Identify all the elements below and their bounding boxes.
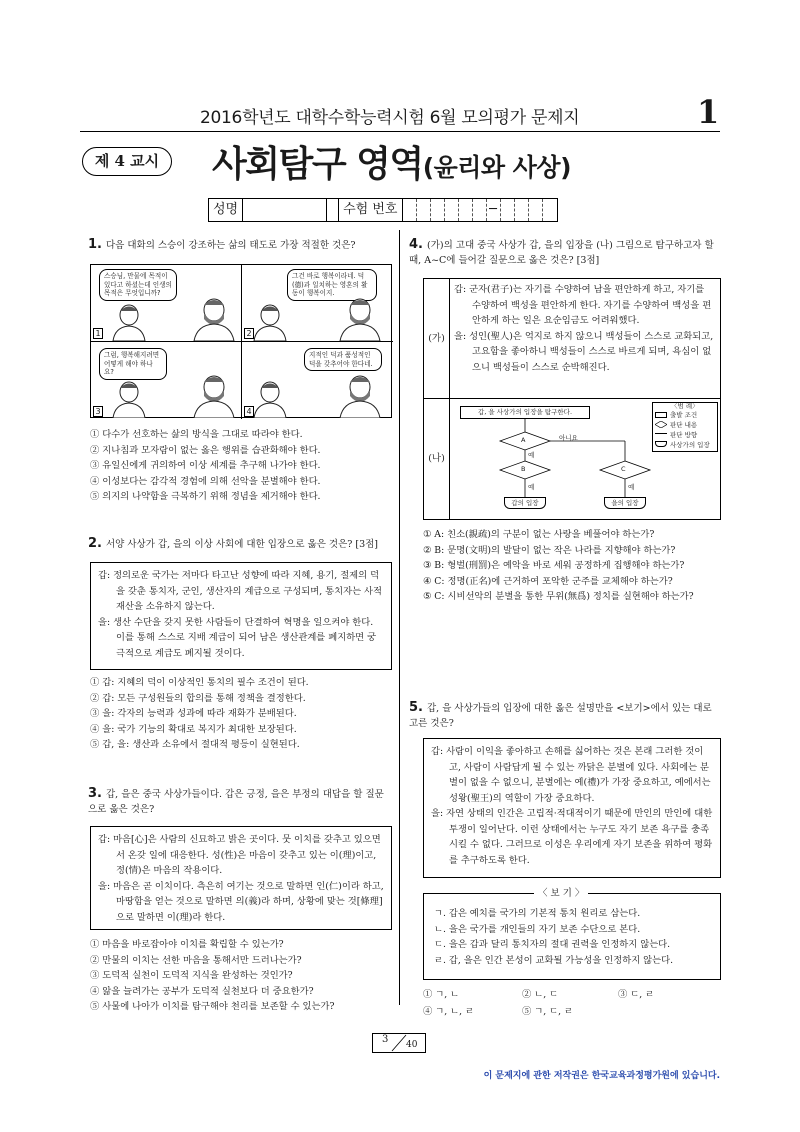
q2-passage-eul: 을: 생산 수단을 갖지 못한 사람들이 단결하여 혁명을 일으켜야 한다. 이를 통해 스스로 지배 계급이 되어 남은 생산관계를 폐지하면 궁극적으로 계급도 폐지될 것이다. [98,616,377,659]
q1-choice-2[interactable]: ② 지나침과 모자람이 없는 옳은 행위를 습관화해야 한다. [90,444,321,456]
q4-choice-4[interactable]: ④ C: 정명(正名)에 근거하여 포악한 군주를 교체해야 하는가? [423,575,673,587]
cartoon-panel-2 [242,265,393,342]
q2-choice-5[interactable]: ⑤ 갑, 을: 생산과 소유에서 절대적 평등이 실현된다. [90,739,300,750]
name-label: 성명 [209,199,243,221]
q4-choices [423,527,723,605]
exam-number-digit[interactable] [445,199,459,221]
q5-number: 5. [409,700,423,715]
page-total: 40 [406,1040,418,1050]
q1-choice-5[interactable]: ⑤ 의지의 나약함을 극복하기 위해 정념을 제거해야 한다. [90,491,321,502]
q3-choice-3[interactable]: ③ 도덕적 실천이 도덕적 지식을 완성하는 것인가? [90,970,293,981]
q4-table [423,278,721,520]
panel-number: 3 [93,406,103,417]
q5-choice-1[interactable]: ① ㄱ, ㄴ [423,989,460,1000]
q3-passage-gap: 갑: 마음[心]은 사람의 신묘하고 밝은 곳이다. 뭇 이치를 갖추고 있으면서 온갖 일에 대응한다. 성(性)은 마음이 갖추고 있는 이(理)이고, 정(情)은 마음의 작용이다. [98,834,381,876]
q3-choices [90,937,395,1015]
cartoon-panel-3 [91,342,242,419]
q4-choice-3[interactable]: ③ B: 형벌(刑罰)은 예악을 바로 세워 공정하게 집행해야 하는가? [423,560,685,571]
exam-number-digit[interactable] [501,199,515,221]
q4-row-ga [424,279,720,399]
q4-ga-gap: 갑: 군자(君子)는 자기를 수양하여 남을 편안하게 하고, 자기를 수양하여 백성을 편안하게 한다. 자기를 수양하여 백성을 편안하게 하는 일은 요순임금도 어려워했다. [454,284,712,326]
q1-choice-3[interactable]: ③ 유일신에게 귀의하여 이상 세계를 추구해 나가야 한다. [90,460,321,471]
flow-start-box: 갑, 을 사상가의 입장을 탐구한다. [460,406,590,419]
q2-choices [90,675,395,753]
teacher-figure-icon [191,372,237,418]
panel-number: 2 [244,328,254,339]
q5-passage-gap: 갑: 사람이 이익을 좋아하고 손해를 싫어하는 것은 본래 그러한 것이고, 사람이 사람답게 될 수 있는 까닭은 분별에 있다. 사회에는 분별이 없을 수 없으니, 분별에는 예(禮)가 가장 중요하고, 예에서는 성왕(聖王)의 역할이 가장 중요하다. [431,746,711,804]
copyright-notice: 이 문제지에 관한 저작권은 한국교육과정평가원에 있습니다. [483,1071,720,1081]
q5-stem-text: 갑, 을 사상가들의 입장에 대한 옳은 설명만을 <보기>에서 있는 대로 고른 것은? [409,703,712,729]
student-figure-icon [250,378,290,418]
name-field[interactable] [243,199,327,221]
q4-stem [409,237,721,268]
q3-passage-eul: 을: 마음은 곧 이치이다. 측은히 여기는 것으로 말하면 인(仁)이라 하고, 마땅함을 얻는 것으로 말하면 의(義)라 하며, 상황에 맞는 것[條理]으로 말하면 이(理)라 한다. [98,880,384,923]
student-figure-icon [109,301,149,341]
q2-choice-4[interactable]: ④ 을: 국가 기능의 확대로 복지가 최대한 보장된다. [90,723,297,735]
flow-end-gap: 갑의 입장 [504,497,546,509]
q2-passage-gap: 갑: 정의로운 국가는 저마다 타고난 성향에 따라 지혜, 용기, 절제의 덕을 갖춘 통치자, 군인, 생산자의 계급으로 구성되며, 통치자는 사적 재산을 소유하지 않는다. [98,570,383,612]
subject-main: 사회탐구 영역 [212,144,423,185]
teacher-figure-icon [337,295,383,341]
exam-number-digit[interactable] [515,199,529,221]
column-divider [399,230,400,1005]
legend-title: 〈범 례〉 [671,402,699,410]
legend-item-2: 판단 내용 [670,421,698,429]
q1-cartoon [90,264,392,418]
exam-number-dash: ─ [487,199,501,221]
teacher-figure-icon [191,295,237,341]
q5-passage-eul: 을: 자연 상태의 인간은 고립적·적대적이기 때문에 만인의 만인에 대한 투쟁이 일어난다. 이런 상태에서는 누구도 자기 보존 욕구를 충족시킬 수 없다. 그러므로 이성은 우리에게 자기 보존을 위하여 평화를 추구하도록 한다. [431,808,713,866]
legend-end-icon [655,441,667,447]
q4-ga-eul: 을: 성인(聖人)은 억지로 하지 않으니 백성들이 스스로 교화되고, 고요함을 좋아하니 백성들이 스스로 바르게 되며, 욕심이 없으니 백성들이 스스로 순박해진다. [454,330,714,373]
q4-number: 4. [409,237,423,252]
q5-choice-2[interactable]: ② ㄴ, ㄷ [522,989,559,1000]
exam-title: 2016학년도 대학수학능력시험 6월 모의평가 문제지 [200,108,580,128]
speech-bubble: 그럼, 행복해지려면 어떻게 해야 하나요? [99,348,167,380]
teacher-figure-icon [337,372,383,418]
q4-ga-text [454,282,716,375]
legend-rect-icon [655,412,667,418]
q2-stem [88,536,393,552]
name-number-table [208,198,558,222]
q2-number: 2. [88,536,102,551]
q2-choice-3[interactable]: ③ 을: 각자의 능력과 성과에 따라 재화가 분배된다. [90,708,297,719]
bogi-item-2: ㄴ. 을은 국가를 개인들의 자기 보존 수단으로 본다. [434,923,641,935]
q4-label-na: (나) [424,399,450,519]
q3-choice-4[interactable]: ④ 앎을 늘려가는 공부가 도덕적 실천보다 더 중요한가? [90,985,314,997]
flow-node-b: B [521,465,526,473]
q3-choice-1[interactable]: ① 마음을 바로잡아야 이치를 확립할 수 있는가? [90,939,284,950]
q5-choice-3[interactable]: ③ ㄷ, ㄹ [618,989,655,1000]
q1-number: 1. [88,237,102,252]
q1-stem [88,237,393,253]
legend-line-icon [655,433,667,434]
q1-choices [90,427,395,505]
q4-choice-1[interactable]: ① A: 친소(親疏)의 구분이 없는 사랑을 베풀어야 하는가? [423,529,655,540]
student-figure-icon [250,301,290,341]
q2-stem-text: 서양 사상가 갑, 을의 이상 사회에 대한 입장으로 옳은 것은? [3점] [105,539,379,550]
q1-stem-text: 다음 대화의 스승이 강조하는 삶의 태도로 가장 적절한 것은? [105,240,356,251]
q4-choice-2[interactable]: ② B: 문명(文明)의 발달이 없는 작은 나라를 지향해야 하는가? [423,544,676,556]
q3-stem-text: 갑, 을은 중국 사상가들이다. 갑은 긍정, 을은 부정의 대답을 할 질문으로 옳은 것은? [88,789,384,815]
header-rule [80,131,720,132]
legend-item-1: 출발 조건 [670,411,698,419]
q2-passage-box [90,562,392,670]
legend-item-3: 판단 방향 [670,431,698,439]
panel-number: 1 [93,328,103,339]
cartoon-panel-4 [242,342,393,419]
q3-choice-5[interactable]: ⑤ 사물에 나아가 이치를 탐구해야 천리를 보존할 수 있는가? [90,1001,335,1012]
q5-choice-5[interactable]: ⑤ ㄱ, ㄷ, ㄹ [522,1006,574,1017]
flow-yes-label-b: 예 [528,483,535,491]
page-number-frame [372,1033,426,1053]
flow-node-a: A [521,436,526,444]
bogi-item-3: ㄷ. 을은 갑과 달리 통치자의 절대 권력을 인정하지 않는다. [434,939,671,950]
flow-end-eul: 을의 입장 [604,497,646,509]
exam-number-digit[interactable] [403,199,417,221]
page-number [372,1033,426,1053]
exam-number-digit[interactable] [473,199,487,221]
flow-legend [652,402,718,452]
q4-choice-5[interactable]: ⑤ C: 시비선악의 분별을 통한 무위(無爲) 정치를 실현해야 하는가? [423,591,694,602]
page-type-number: 1 [697,93,720,131]
q5-passage-box [423,738,721,878]
q5-choice-4[interactable]: ④ ㄱ, ㄴ, ㄹ [423,1006,475,1017]
bogi-item-4: ㄹ. 갑, 을은 인간 본성이 교화될 가능성을 인정하지 않는다. [434,954,674,966]
period-badge: 제 4 교시 [82,147,172,176]
cartoon-panel-1 [91,265,242,342]
flow-node-c: C [621,465,626,473]
speech-bubble: 지적인 덕과 품성적인 덕을 갖추어야 한다네. [304,348,382,371]
exam-number-label: 수험 번호 [339,199,402,221]
q3-stem [88,786,393,817]
exam-number-digit[interactable] [417,199,431,221]
q1-choice-4[interactable]: ④ 이성보다는 감각적 경험에 의해 선악을 분별해야 한다. [90,475,321,487]
q4-stem-text: (가)의 고대 중국 사상가 갑, 을의 입장을 (나) 그림으로 탐구하고자 할 때, A~C에 들어갈 질문으로 옳은 것은? [3점] [409,240,714,266]
q3-number: 3. [88,786,102,801]
q2-choice-2[interactable]: ② 갑: 모든 구성원들의 합의를 통해 정책을 결정한다. [90,692,306,704]
speech-bubble: 그건 바로 행복이라네. 덕(德)과 일치하는 영혼의 활동이 행복이지. [287,269,377,301]
flow-yes-label-a: 예 [528,451,535,459]
q2-choice-1[interactable]: ① 갑: 지혜의 덕이 이상적인 통치의 필수 조건이 된다. [90,677,309,688]
exam-number-digit[interactable] [431,199,445,221]
speech-bubble: 스승님, 만물에 목적이 있다고 하셨는데 인생의 목적은 무엇입니까? [99,269,177,301]
flow-no-label: 아니요 [559,434,578,442]
exam-number-digit[interactable] [459,199,473,221]
subject-title [212,136,571,187]
q5-bogi-box [423,888,721,980]
q3-passage-box [90,826,392,930]
exam-number-digit[interactable] [543,199,557,221]
student-figure-icon [109,378,149,418]
q3-choice-2[interactable]: ② 만물의 이치는 선한 마음을 통해서만 드러나는가? [90,954,302,966]
legend-diamond-icon [655,421,667,428]
subject-sub: (윤리와 사상) [422,153,572,182]
q1-choice-1[interactable]: ① 다수가 선호하는 삶의 방식을 그대로 따라야 한다. [90,429,303,440]
page-current: 3 [382,1034,389,1045]
flow-yes-label-c: 예 [628,483,635,491]
legend-item-4: 사상가의 입장 [670,441,710,449]
bogi-title: 〈 보 기 〉 [534,886,588,902]
q5-stem [409,700,721,731]
bogi-item-1: ㄱ. 갑은 예치를 국가의 기본적 통치 원리로 삼는다. [434,908,641,919]
exam-number-digit[interactable] [529,199,543,221]
table-gap [327,199,339,221]
panel-number: 4 [244,406,254,417]
q4-label-ga: (가) [424,279,450,399]
